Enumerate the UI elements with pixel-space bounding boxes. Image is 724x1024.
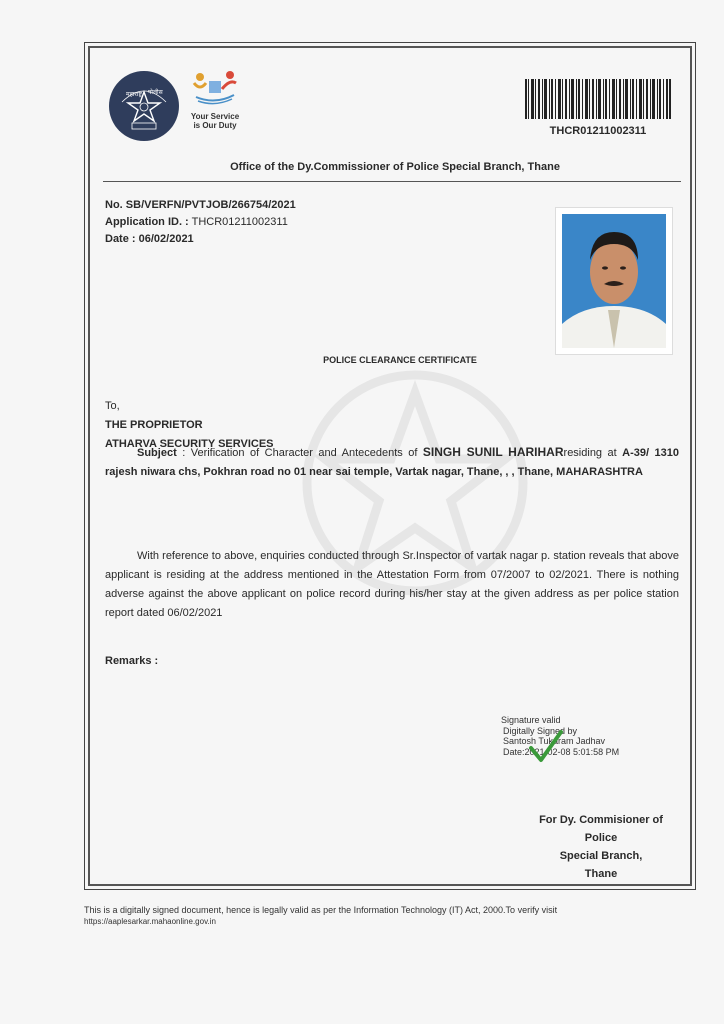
sign-off-line-4: Thane	[584, 868, 618, 880]
application-id-label: Application ID. :	[105, 216, 189, 228]
addressee-line-2: ATHARVA SECURITY SERVICES	[105, 438, 274, 450]
svg-text:महाराष्ट्र: महाराष्ट्र	[126, 91, 142, 98]
header-divider	[103, 181, 681, 182]
certificate-title: POLICE CLEARANCE CERTIFICATE	[323, 355, 477, 365]
date-label: Date :	[105, 233, 136, 245]
tagline-line-2: is Our Duty	[193, 121, 237, 130]
verification-url-link[interactable]: https://aaplesarkar.mahaonline.gov.in	[84, 917, 216, 926]
signature-date: Date:2021-02-08 5:01:58 PM	[503, 746, 620, 757]
svg-text:पोलीस: पोलीस	[148, 89, 163, 96]
salutation: To,	[105, 400, 120, 412]
sign-off-line-1: For Dy. Commisioner of	[539, 814, 663, 826]
signature-signer: Santosh Tukaram Jadhav	[503, 736, 606, 746]
your-service-is-our-duty-logo-icon	[185, 69, 245, 130]
addressee-line-1: THE PROPRIETOR	[105, 419, 203, 431]
barcode-number: THCR01211002311	[549, 125, 647, 137]
remarks-label: Remarks :	[105, 655, 159, 667]
reference-block	[105, 197, 296, 248]
sign-off-line-2: Police	[584, 832, 618, 844]
person-portrait-icon	[562, 214, 666, 348]
signature-valid-check-icon	[525, 726, 565, 766]
signature-status: Signature valid	[501, 715, 561, 725]
footer-notice	[84, 904, 708, 928]
application-id-value: THCR01211002311	[191, 216, 288, 228]
subject-label: Subject	[137, 447, 177, 459]
subject-paragraph	[105, 443, 679, 482]
residing-text: residing at	[563, 447, 623, 459]
office-title: Office of the Dy.Commissioner of Police Special Branch, Thane	[230, 161, 560, 173]
applicant-address: A-39/ 1310 rajesh niwara chs, Pokhran road no 01 near sai temple, Vartak nagar, Thane, , , Thane, MAHARASHTRA	[105, 447, 680, 478]
reference-number-label: No.	[105, 199, 123, 211]
reference-number-row	[105, 197, 296, 214]
reference-number-value: SB/VERFN/PVTJOB/266754/2021	[125, 199, 296, 211]
applicant-photo	[562, 214, 666, 348]
footer-legal-text: This is a digitally signed document, hence is legally valid as per the Information Technology (IT) Act, 2000.To verify visit	[84, 905, 558, 915]
subject-text: : Verification of Character and Antecedents of	[176, 447, 423, 459]
sign-off-block	[521, 811, 681, 883]
signature-line-1: Digitally Signed by	[503, 725, 578, 736]
verification-paragraph: With reference to above, enquiries conducted through Sr.Inspector of vartak nagar p. station reveals that above applicant is residing at the address mentioned in the Attestation Form from 07/2007 to 02/2021. There is nothing adverse against the above applicant on police record during his/her stay at the given address as per police station report dated 06/02/2021	[105, 550, 679, 619]
date-row	[105, 231, 296, 248]
certificate-border	[84, 42, 696, 890]
barcode-icon	[525, 79, 671, 119]
applicant-name: SINGH SUNIL HARIHAR	[422, 445, 564, 459]
maharashtra-police-seal-icon	[109, 71, 179, 141]
application-id-row	[105, 214, 296, 231]
applicant-photo-frame	[555, 207, 673, 355]
date-value: 06/02/2021	[138, 233, 194, 245]
sign-off-line-3: Special Branch,	[559, 850, 643, 862]
tagline-line-1: Your Service	[190, 112, 240, 121]
